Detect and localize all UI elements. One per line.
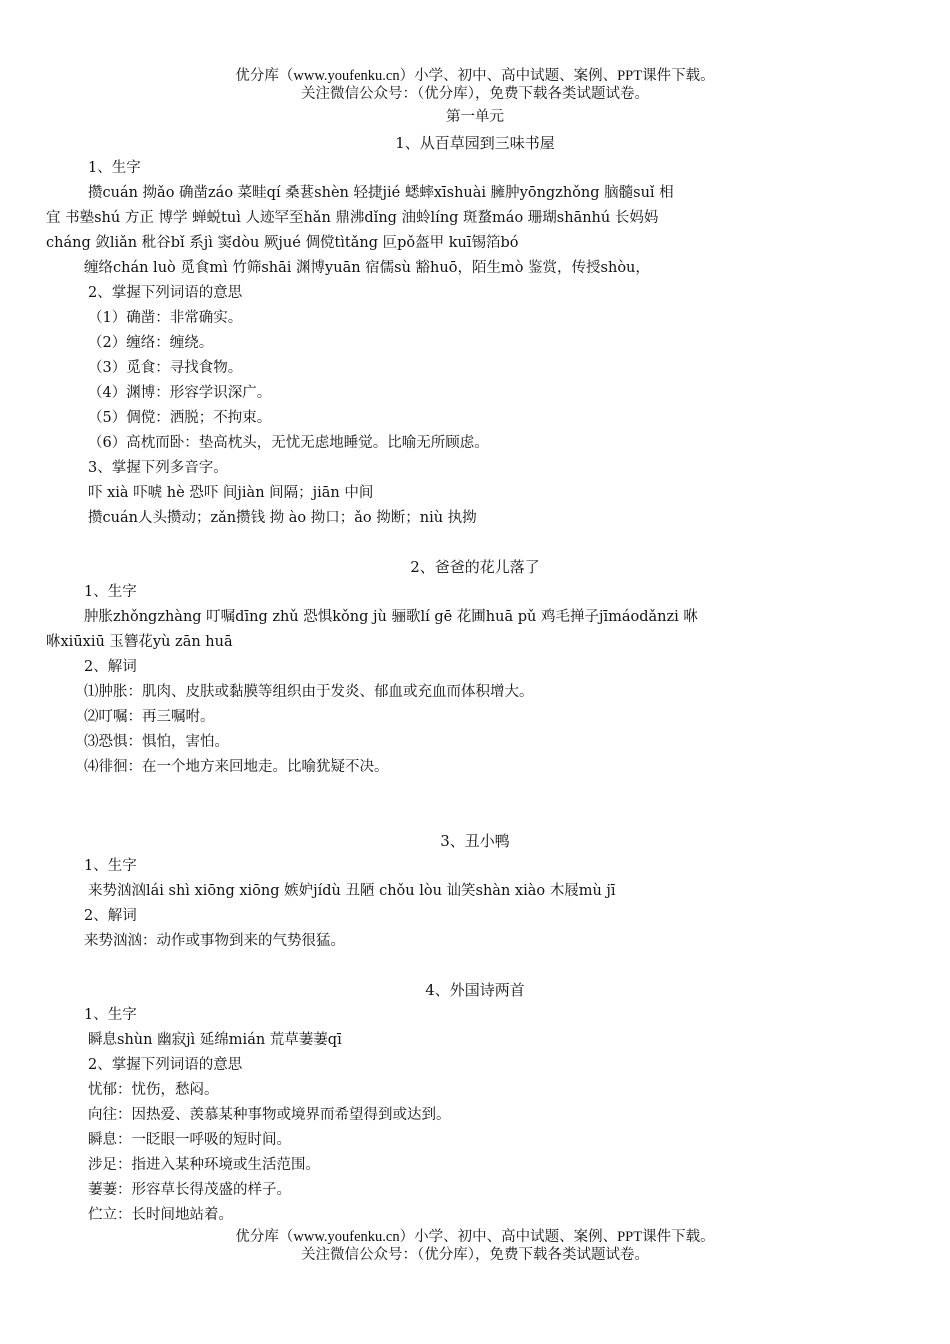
lesson-1-meaning-item: （1）确凿：非常确实。 bbox=[88, 310, 243, 326]
lesson-4-meaning-item: 瞬息：一眨眼一呼吸的短时间。 bbox=[88, 1132, 291, 1148]
lesson-1-title: 1、从百草园到三味书屋 bbox=[395, 134, 555, 152]
lesson-1-characters-line: cháng 敛liǎn 秕谷bǐ 系jì 窦dòu 厥jué 倜傥tìtǎng 叵pǒ盔甲 kuī锡箔bó bbox=[46, 235, 519, 251]
lesson-2-heading-definitions: 2、解词 bbox=[84, 659, 137, 675]
lesson-3-definition-item: 来势汹汹：动作或事物到来的气势很猛。 bbox=[84, 933, 345, 949]
lesson-2-heading-characters: 1、生字 bbox=[84, 584, 137, 600]
lesson-1-meaning-item: （4）渊博：形容学识深广。 bbox=[88, 385, 272, 401]
lesson-3-heading-characters: 1、生字 bbox=[84, 858, 137, 874]
lesson-4-characters-line: 瞬息shùn 幽寂jì 延绵mián 荒草萋萋qī bbox=[88, 1032, 342, 1048]
lesson-2-definition-item: ⑶恐惧：惧怕，害怕。 bbox=[84, 734, 229, 750]
header-line-1: 优分库（www.youfenku.cn）小学、初中、高中试题、案例、PPT课件下载。 bbox=[235, 68, 715, 84]
lesson-3-heading-definitions: 2、解词 bbox=[84, 908, 137, 924]
lesson-3-characters-line: 来势汹汹lái shì xiōng xiōng 嫉妒jídù 丑陋 chǒu lòu 讪笑shàn xiào 木屐mù jī bbox=[88, 883, 616, 899]
lesson-2-definition-item: ⑵叮嘱：再三嘱咐。 bbox=[84, 709, 215, 725]
lesson-1-meaning-item: （2）缠络：缠绕。 bbox=[88, 335, 214, 351]
footer-line-1: 优分库（www.youfenku.cn）小学、初中、高中试题、案例、PPT课件下载。 bbox=[235, 1229, 715, 1245]
lesson-2-characters-line: 咻xiūxiū 玉簪花yù zān huā bbox=[46, 634, 233, 650]
lesson-4-meaning-item: 萋萋：形容草长得茂盛的样子。 bbox=[88, 1182, 291, 1198]
lesson-4-title: 4、外国诗两首 bbox=[425, 981, 525, 999]
lesson-1-meaning-item: （3）觅食：寻找食物。 bbox=[88, 360, 243, 376]
lesson-4-meaning-item: 忧郁：忧伤，愁闷。 bbox=[88, 1082, 219, 1098]
unit-title: 第一单元 bbox=[446, 109, 504, 125]
lesson-1-heading-characters: 1、生字 bbox=[88, 160, 141, 176]
footer-line-2: 关注微信公众号：（优分库），免费下载各类试题试卷。 bbox=[301, 1247, 649, 1263]
lesson-1-characters-line: 缠络chán luò 觅食mì 竹筛shāi 渊博yuān 宿儒sù 豁huō，陌生mò 鉴赏，传授shòu， bbox=[84, 260, 650, 276]
lesson-1-meaning-item: （5）倜傥：洒脱；不拘束。 bbox=[88, 410, 272, 426]
lesson-1-polyphone-line: 攒cuán人头攒动；zǎn攒钱 拗 ào 拗口；ǎo 拗断；niù 执拗 bbox=[88, 510, 477, 526]
lesson-4-meaning-item: 伫立：长时间地站着。 bbox=[88, 1207, 233, 1223]
lesson-1-meaning-item: （6）高枕而卧：垫高枕头，无忧无虑地睡觉。比喻无所顾虑。 bbox=[88, 435, 489, 451]
lesson-1-heading-polyphones: 3、掌握下列多音字。 bbox=[88, 460, 228, 476]
lesson-4-meaning-item: 向往：因热爱、羡慕某种事物或境界而希望得到或达到。 bbox=[88, 1107, 451, 1123]
lesson-4-meaning-item: 涉足：指进入某种环境或生活范围。 bbox=[88, 1157, 320, 1173]
lesson-2-title: 2、爸爸的花儿落了 bbox=[410, 558, 540, 576]
header-line-2: 关注微信公众号：（优分库），免费下载各类试题试卷。 bbox=[301, 86, 649, 102]
lesson-4-heading-meanings: 2、掌握下列词语的意思 bbox=[88, 1057, 243, 1073]
lesson-1-characters-line: 宜 书塾shú 方正 博学 蝉蜕tuì 人迹罕至hǎn 鼎沸dǐng 油蛉líng 斑蝥máo 珊瑚shānhú 长妈妈 bbox=[46, 210, 659, 226]
lesson-2-definition-item: ⑷徘徊：在一个地方来回地走。比喻犹疑不决。 bbox=[84, 759, 389, 775]
lesson-2-definition-item: ⑴肿胀：肌肉、皮肤或黏膜等组织由于发炎、郁血或充血而体积增大。 bbox=[84, 684, 534, 700]
lesson-3-title: 3、丑小鸭 bbox=[440, 832, 510, 850]
lesson-2-characters-line: 肿胀zhǒngzhàng 叮嘱dīng zhǔ 恐惧kǒng jù 骊歌lí gē 花圃huā pǔ 鸡毛掸子jīmáodǎnzi 咻 bbox=[84, 609, 698, 625]
lesson-4-heading-characters: 1、生字 bbox=[84, 1007, 137, 1023]
lesson-1-characters-line: 攒cuán 拗ǎo 确凿záo 菜畦qí 桑葚shèn 轻捷jié 蟋蟀xīshuài 臃肿yōngzhǒng 脑髓suǐ 相 bbox=[88, 185, 674, 201]
lesson-1-heading-meanings: 2、掌握下列词语的意思 bbox=[88, 285, 243, 301]
lesson-1-polyphone-line: 吓 xià 吓唬 hè 恐吓 间jiàn 间隔；jiān 中间 bbox=[88, 485, 374, 501]
